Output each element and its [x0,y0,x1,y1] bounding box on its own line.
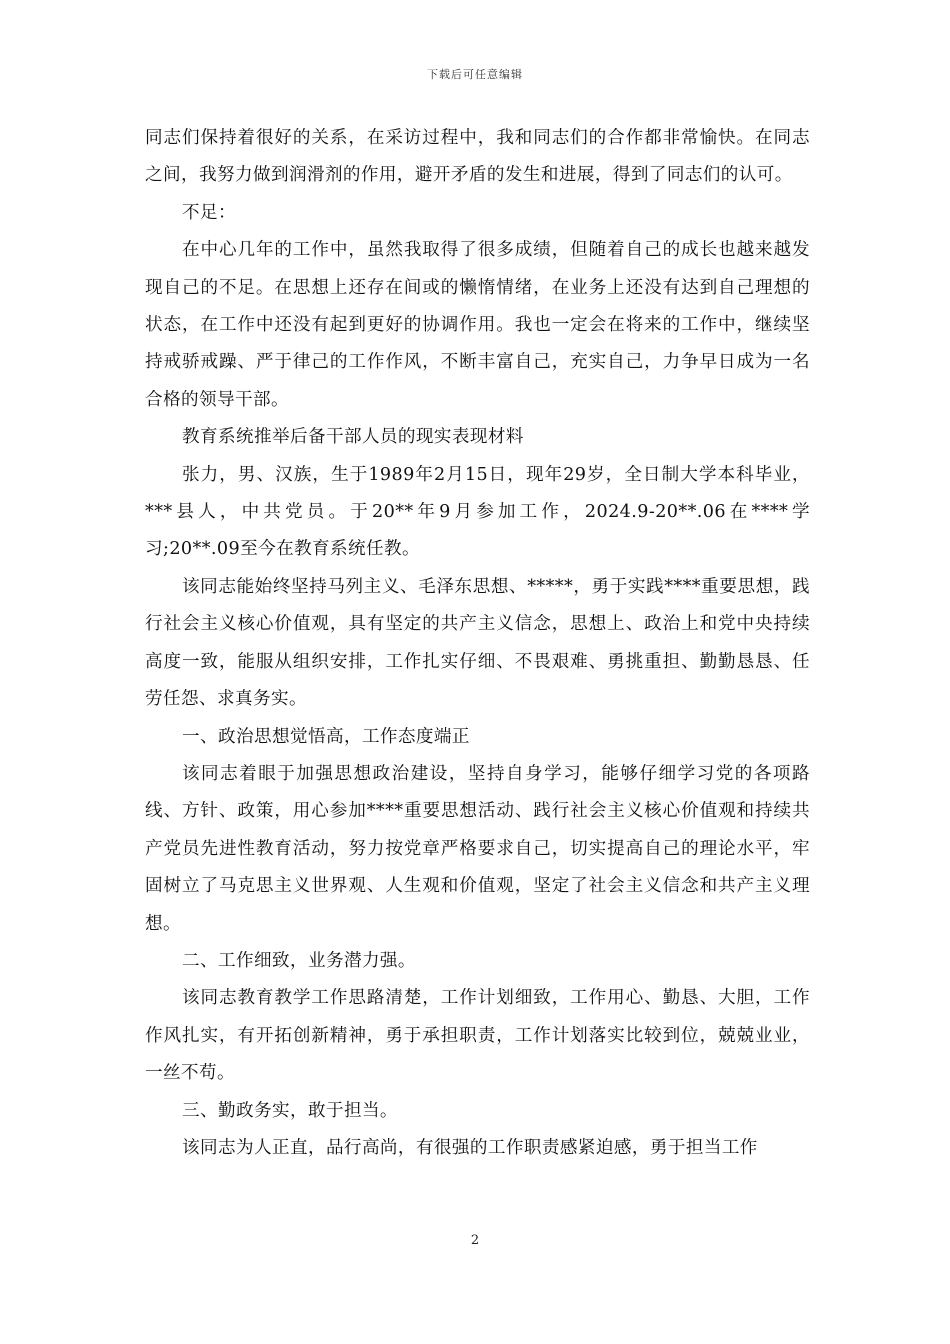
page-number: 2 [470,1233,480,1248]
paragraph: 该同志能始终坚持马列主义、毛泽东思想、*****，勇于实践****重要思想，践行社会主义核心价值观，具有坚定的共产主义信念，思想上、政治上和党中央持续高度一致，能服从组织安排，工作扎实仔细、不畏艰难、勇挑重担、勤勤恳恳、任劳任怨、求真务实。 [145,576,810,710]
document-body [145,120,810,1167]
paragraph: 该同志着眼于加强思想政治建设，坚持自身学习，能够仔细学习党的各项路线、方针、政策，用心参加****重要思想活动、践行社会主义核心价值观和持续共产党员先进性教育活动，努力按党章严格要求自己，切实提高自己的理论水平，牢固树立了马克思主义世界观、人生观和价值观，坚定了社会主义信念和共产主义理想。 [145,763,810,934]
paragraph: 同志们保持着很好的关系，在采访过程中，我和同志们的合作都非常愉快。在同志之间，我努力做到润滑剂的作用，避开矛盾的发生和进展，得到了同志们的认可。 [145,128,810,186]
page-header: 下载后可任意编辑 [427,68,523,81]
paragraph: 不足： [182,202,236,223]
paragraph: 在中心几年的工作中，虽然我取得了很多成绩，但随着自己的成长也越来越发现自己的不足。在思想上还存在间或的懒惰情绪，在业务上还没有达到自己理想的状态，在工作中还没有起到更好的协调作用。我也一定会在将来的工作中，继续坚持戒骄戒躁、严于律己的工作作风，不断丰富自己，充实自己，力争早日成为一名合格的领导干部。 [145,240,810,410]
section-title: 教育系统推举后备干部人员的现实表现材料 [182,427,524,448]
paragraph: 张力，男、汉族，生于1989年2月15日，现年29岁，全日制大学本科毕业，***县人，中共党员。于20**年9月参加工作，2024.9-20**.06在****学习;20**.09至今在教育系统任教。 [145,464,810,560]
section-heading: 三、勤政务实，敢于担当。 [182,1100,398,1121]
section-heading: 二、工作细致，业务潜力强。 [182,950,416,971]
paragraph: 该同志为人正直，品行高尚，有很强的工作职责感紧迫感，勇于担当工作 [182,1137,758,1158]
paragraph: 该同志教育教学工作思路清楚，工作计划细致，工作用心、勤恳、大胆，工作作风扎实，有开拓创新精神，勇于承担职责，工作计划落实比较到位，兢兢业业，一丝不苟。 [145,988,810,1084]
section-heading: 一、政治思想觉悟高，工作态度端正 [182,726,470,747]
